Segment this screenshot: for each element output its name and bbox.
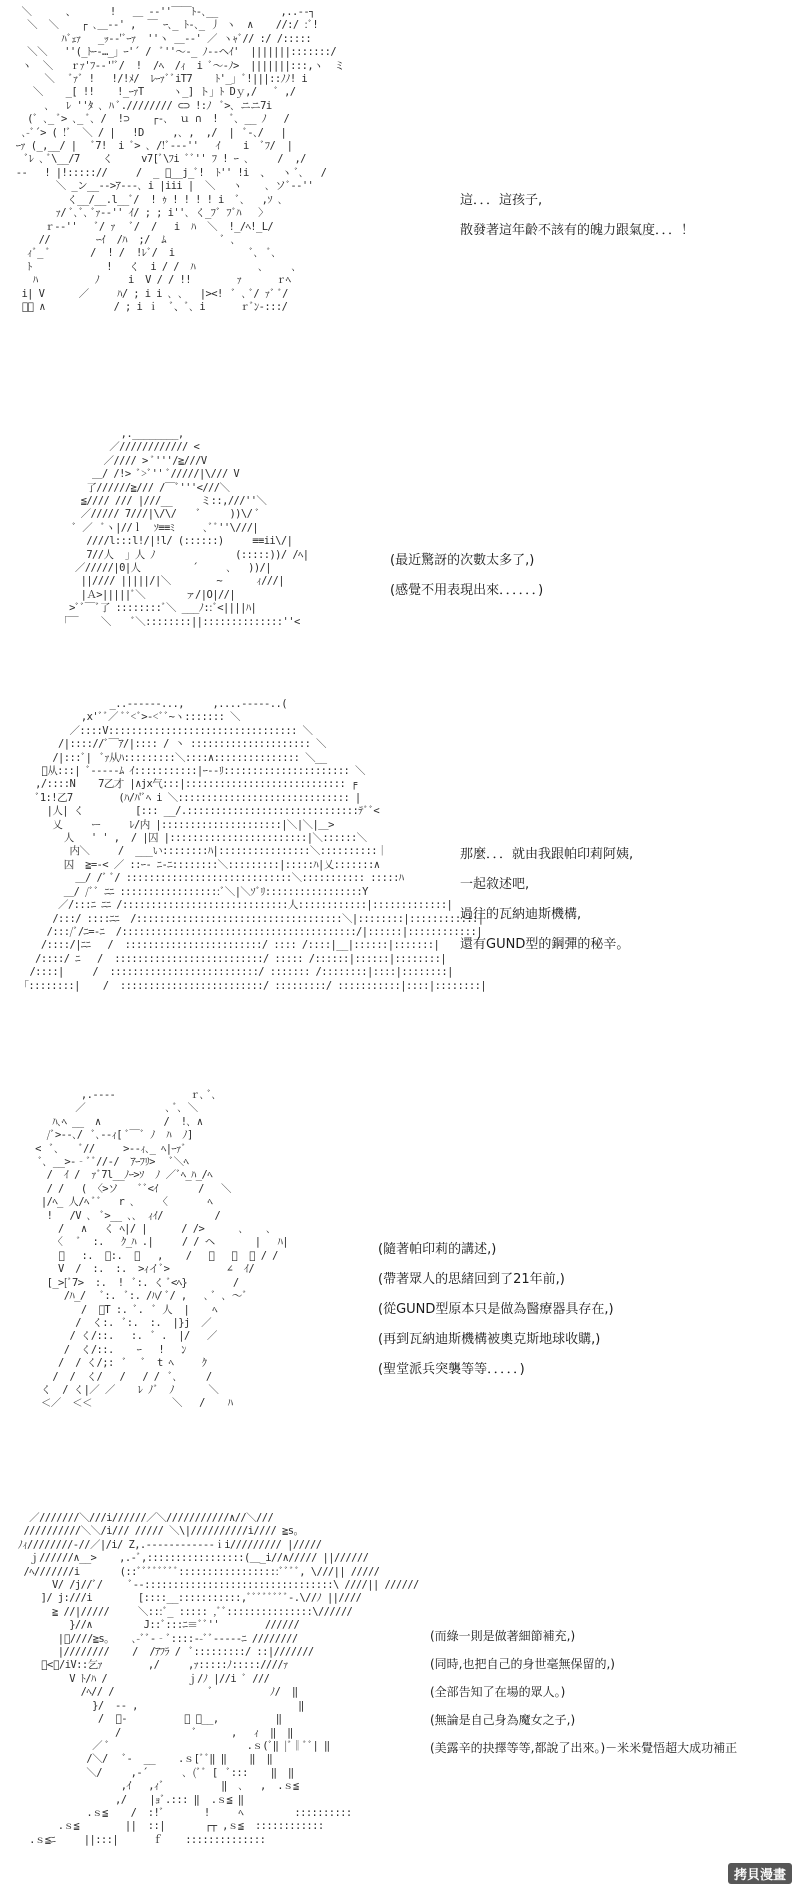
panel-5 bbox=[0, 1490, 800, 1890]
watermark-logo: 拷貝漫畫 bbox=[728, 1863, 792, 1884]
panel-3 bbox=[0, 670, 800, 1075]
caption-line: (美露辛的抉擇等等,都說了出來。)－米米覺悟超大成功補正 bbox=[430, 1741, 738, 1755]
ascii-art-4: ,.---- ｒ､ ﾞ､ ／ ､ ﾞ､ ＼ ﾊ､ﾍ __ ∧ / !､ ∧ /ﾞ>-‐､/ ﾞ､-‐ｨ[ ﾞ￣ﾞ ﾉ ﾊ ﾉ] < ﾞ､ ﾞ// >-‐ｨ､_ ﾍ|ｰｧﾞ ﾞ､ __>-‐ﾞﾞ//-/ ｱｰﾌﾘ> ﾞ＼ﾍ / ｲ / ｧﾞ7l__ﾉｰ>ｿ ﾉ ／ﾞﾍ_ﾊ_/ﾍ / / ( 〈>ソ ﾞﾞ<ｲ / ＼ |/ﾍ_ 人/ﾍ ﾞﾞ r ､ 〈 ﾍ ! /V ､ ﾞ>__ ､､ ｨｲ/ / / ∧ く ﾍ|/ | / /> ､ ､ 〈 ﾞ :. ｸ_ﾊ .| / / ヘ | ﾊ| ﾞ :. ﾞ:. ﾞ , / ､ ､ ﾞ / / V / :. :. >ｨイﾞ> ∠ ｲ/ [_>[ﾞ7> :. ! ﾞ:. く ﾞ<ﾍ} / /ﾊ_/ ﾞ:. ﾞ:. /ﾊ/ ﾞ/ , ､ ﾞ ､ ～ﾞ / ﾞT :. ﾞ. ﾞ 人 | ﾍ / く:. ﾞ:. :. |}j ／ / く/::. :. ﾞ . |/ ／ / く/::. ｰ ! ﾝ / / く/;: ﾞ ﾞ t ﾍ ｸ / / く/ / / / ﾞ､ / く / く|／ ／ ﾚ ﾉﾞ ﾉ ＼ ＜／ ＜＜ ＼ / ﾊ bbox=[35, 1089, 288, 1410]
caption-line: (帶著眾人的思緒回到了21年前,) bbox=[378, 1272, 565, 1287]
caption-line: 還有GUND型的鋼彈的秘辛。 bbox=[460, 937, 630, 952]
caption-line: 過往的瓦納迪斯機構, bbox=[460, 907, 582, 922]
caption-line: (無論是自己身為魔女之子,) bbox=[430, 1713, 576, 1727]
ascii-art-2: ,.________, ／//////////// < ／//// > ﾞ'''/≧///V ＿/ /!> ﾞ>ﾞ'' ﾞ/////|\/// V 了//////≧/// /￣ﾞ'''<///＼ ≦//// /// |///__ ミ::,///''＼ ／///// 7///|\/\/ ﾞ ))\/ ﾞ ﾞ ／ ﾞヽ|//ｌ ｿ≡≡ﾐ ､ﾞﾞ''\///| ////l:::l!/|!l/ (::::::) ≡≡ii\/| 7//人 」人 ﾉ (:::::))/ /ﾍ| ／/////|0|人 ´ ､ ))/| ||//// |||||/|＼ ~ ｨ///| |Ａ>|||||ﾞ＼ ァ/|O|//| >ﾞﾞ￣ﾞ了 ::::::::ﾞ＼ ___ﾉ::ﾞ<||||ﾊ| ｢￣ ＼ ﾞ＼::::::::||::::::::::::::''< bbox=[63, 428, 309, 628]
caption-4 bbox=[378, 1235, 614, 1385]
caption-line: (而綠一則是做著細節補充,) bbox=[430, 1629, 576, 1643]
caption-line: (感覺不用表現出來．．．．．．) bbox=[390, 583, 544, 598]
caption-line: (全部告知了在場的眾人。) bbox=[430, 1685, 566, 1699]
caption-2 bbox=[390, 546, 543, 606]
caption-line: 散發著這年齡不該有的魄力跟氣度．．．！ bbox=[460, 223, 695, 238]
panel-2 bbox=[0, 400, 800, 670]
caption-line: (聖堂派兵突襲等等．．．．．) bbox=[378, 1362, 525, 1377]
caption-line: 這．．．這孩子, bbox=[460, 193, 543, 208]
caption-3 bbox=[460, 840, 633, 960]
caption-line: 那麼．．．就由我跟帕印莉阿姨, bbox=[460, 847, 634, 862]
caption-line: 一起敘述吧, bbox=[460, 877, 530, 892]
panel-4 bbox=[0, 1075, 800, 1490]
caption-1 bbox=[460, 186, 694, 246]
caption-line: (從GUND型原本只是做為醫療器具存在,) bbox=[378, 1302, 614, 1317]
caption-5 bbox=[430, 1622, 737, 1762]
caption-line: (再到瓦納迪斯機構被奧克斯地球收購,) bbox=[378, 1332, 601, 1347]
caption-line: (同時,也把自己的身世毫無保留的,) bbox=[430, 1657, 615, 1671]
ascii-art-5: ／///////＼///i//////／＼///////////∧//＼/// //////////＼＼/i/// ///// ＼\|//////////i//// ≧s｡ ﾉｨ////////-//／|/i/ Z,.-‐‐‐‐‐‐‐‐‐‐-ｉi///////// |///// ｊ//////∧__> ,.-ﾞ,:::::::::::::::::(＿_i//∧///// ||////// /ﾍ///////i (::ﾞﾞﾞﾞﾞﾞﾞﾞ::::::::::::::::::ﾞﾞﾞﾞ, \///|| ///// V/ /j//ﾞ/ ﾞ-‐:::::::::::::::::::::::::::::::::\ ////|| ////// ]/ j:///i [::::__:::::::::::,ﾞﾞﾞﾞﾞﾞﾞﾞ-.\//ﾉ ||//// ≧ //|///// ＼:::ﾞ_ ::::: ,ﾞﾞ:::::::::::::::\////// }//∧ J::ﾞ:::ﾆ≡ﾞﾞ'' ////// |ﾞ////≧s｡ ､-ﾞﾞ‐‐ﾞ::::--ﾞﾞ‐‐-‐‐ﾆ //////// |//////// / /ｱﾌﾗ / ﾞ:::::::::/ ::|/////// ﾞ<ﾞ/iV::乞ｧ ,/ ,ｧ:::::ﾉ:::::////ｧ V ﾄ/ﾊ / ｊ/ﾉ |//i ﾞ /// /ﾍ// / ﾞ ﾉ/ ‖ }/ ‐‐ , ‖ / ﾞ- ､ ＿__, ‖ / ﾞ , ｨ ‖ ‖ ／ ﾞ .ｓ(ﾞ‖ |ﾞ‖ﾞﾞ| ‖ /＼/ ﾞ- __ .ｓ[ﾞﾞ‖ ‖ ‖ ‖ ＼/ ,-´ ､ (ﾞﾞ [ ﾞ::: ‖ ‖ ,ｲ ,ｨﾞ ‖ ､ , .ｓ≦ ,/ |ｮﾞ.::: ‖ .ｓ≦ ‖ .ｓ≦ / :!ﾞ ! ﾍ :::::::::: .ｓ≦ || ::| ┌┬ ,ｓ≦ :::::::::::: .ｓ≦ﾆ ||:::| ｆ :::::::::::::: bbox=[17, 1512, 419, 1846]
panel-1 bbox=[0, 0, 800, 400]
caption-line: (最近驚訝的次數太多了,) bbox=[390, 553, 535, 568]
ascii-art-1: ＼ 、 ! ＿ -‐''￣￣ﾄ-､__ ,..-‐┐ ＼ ＼ ┌ ､＿-‐' , ￣ ｰ､_ ﾄ-､_ 丿 ヽ ∧ //:/ :ﾞ! ﾊﾞｪｧ _ｯ-‐'ﾞｰｧ ''ヽ ＿-‐' ／ ヽｬﾞ// :/ /::::: ＼＼ ''(_ﾄｰ-…_」ｰ'´ / ﾞ''～-_ ﾉ-‐ヘｲ' |||||||:::::::/ ヽ ＼ ｒｧ'ﾌ-‐''ﾞ/ ! /ﾍ /ｨ i ﾞ～-ﾉ> |||||||:::,ヽ ミ ＼ ﾞｧﾞ ! !/!ﾒ/ ﾚｰｧﾞﾞiT7 ﾄ'_」ﾞ!|||::ﾉﾉ! i ＼ _[ !! !_ｰｧT ヽ_] ト」ﾄ Dｙ,/ ﾞ ,/ ､ ﾚ ''ﾀ ､ ﾊ ﾞ.//////// ⊂⊃ !:ﾉ ﾞ>､ ニニ7i (ﾞ ､_ ﾞ> ､_ ﾞ､ / !⊃ ┌-､ ｕ ∩ ! ﾞ､ __ ﾉ / ､-ﾞ´> ( !ﾞ ＼ / | !D ,､ , ,/ | ﾞ-､/ | ｰｧ (_,__/ | ﾞ7! i ﾞ> ､ /!ﾞ-‐-'' ｲ i ﾞﾌ/ | ﾞﾚ ､ ﾞ\__/7 く v7[ﾞ\ﾌi ﾞﾞ'' ﾌ ! ｰ ､ / ,/ ‐‐ ! |!:::::// / _ ﾞ__j_ﾞ! ﾄ'' !i 、 ヽ ﾞ､ / ＼ _ン__-‐>ｱ‐‐‐､ i |iii | ＼ ヽ ､ ソﾞ‐-'' く__/__.l__ﾞ/ ! ｩ ! ! ! ! i ﾞ､ ,ｿ ､ ｧ/ ﾞ､ﾞ､ ﾞｧ‐‐'' ｲ/ ; ; i''､ く_ﾌﾞ ﾌﾞﾊ 〉 ｒ‐‐'' ﾞ/ ｧ ﾞ/ / i ﾊ ＼ !_/ﾍ!_L/ // ｰｲ /ﾊ ;/ ﾑ ﾞ ､ ｨﾞ_ ﾞ / ! / !ﾚﾞ/ i ﾞ､ ﾞ､ ﾄ ! く i / / ﾊ ､ ､ ﾊ ﾉ i V / / !! ｧ ｒﾍ i| V ／ ﾊ/ ; i i ､ ､ |><! ﾞ ､ ﾞ/ ｧﾞ ﾞ/ ﾞ､ ∧ / ; i ｉ ﾞ、ﾞ､ i ｒﾞﾝ-:::/ bbox=[15, 6, 345, 313]
caption-line: (隨著帕印莉的講述,) bbox=[378, 1242, 497, 1257]
ascii-art-3: _..-‐‐‐‐‐..., ,....--‐‐‐..( ,x'ﾞﾞ／ ﾞﾞ<ﾞ>-<ﾞﾞ~ヽ::::::: ＼ ／::::V::::::::::::::::::::::::::::::::: ＼ /|:::://ﾞ￣ｱ/|:::: / 丶 ::::::::::::::::::::: ＼ /|:::ﾞ| ﾞｧ从ﾊ:::::::::＼::::∧::::::::::::::: ＼__ ﾞ从:::| ﾞ-‐‐‐‐ﾑ ｲ:::::::::::|ｰ-‐ﾘ:::::::::::::::::::::: ＼ ,/::::N 7乙才 |∧jx气:::|:::::::::::::::::::::::::::: ╒ ﾞ1:!乙7 (ﾊ/ﾊ'ﾞﾍ i ＼:::::::::::::::::::::::::::::: | |人| く [::: __/.::::::::::::::::::::::::::::::ﾃﾞﾞ< 乂 ー ﾚ/内 |:::::::::::::::::::::|＼|＼|＿> 人 ' ' , / |囚 |::::::::::::::::::::::::|＼::::::＼ 内＼ / ___い::::::::ﾊ|::::::::::::::::＼::::::::::｜ 囚 ≧=-< ／ ::ｰ- ﾆ-ﾆ::::::::＼:::::::::|:::::ﾊ|乂:::::::∧ ＿/ /ﾞ ﾞ/ :::::::::::::::::::::::::::::＼::::::::::: :::::ﾊ ＿/ /ﾞﾞ ﾆﾆ ::::::::::::::::::ﾞ＼|＼ｿﾞﾘ:::::::::::::::::Y ／/:::ﾆ ﾆﾆ /:::::::::::::::::::::::::::::人::::::::::::|:::::::::::::| /:::/ ::::ﾆﾆ /::::::::::::::::::::::::::::::::::::＼|::::::::|::::::::::::| /:::/ﾞ/ﾆ=-ﾆ /:::::::::::::::::::::::::::::::::::::::::/|::::::|::::::::::::| /::::/|ﾆﾆ / ::::::::::::::::::::::::/ :::: /::::|__|::::::|:::::::| /::::/ ﾆ / ::::::::::::::::::::::::::/ ::::: /::::::|::::::|::::::::| /::::| / ::::::::::::::::::::::::::/ ::::::: /::::::::|::::|::::::::| ｢::::::::| / :::::::::::::::::::::::::/ :::::::::/ :::::::::::|::::|::::::::| bbox=[23, 698, 487, 992]
